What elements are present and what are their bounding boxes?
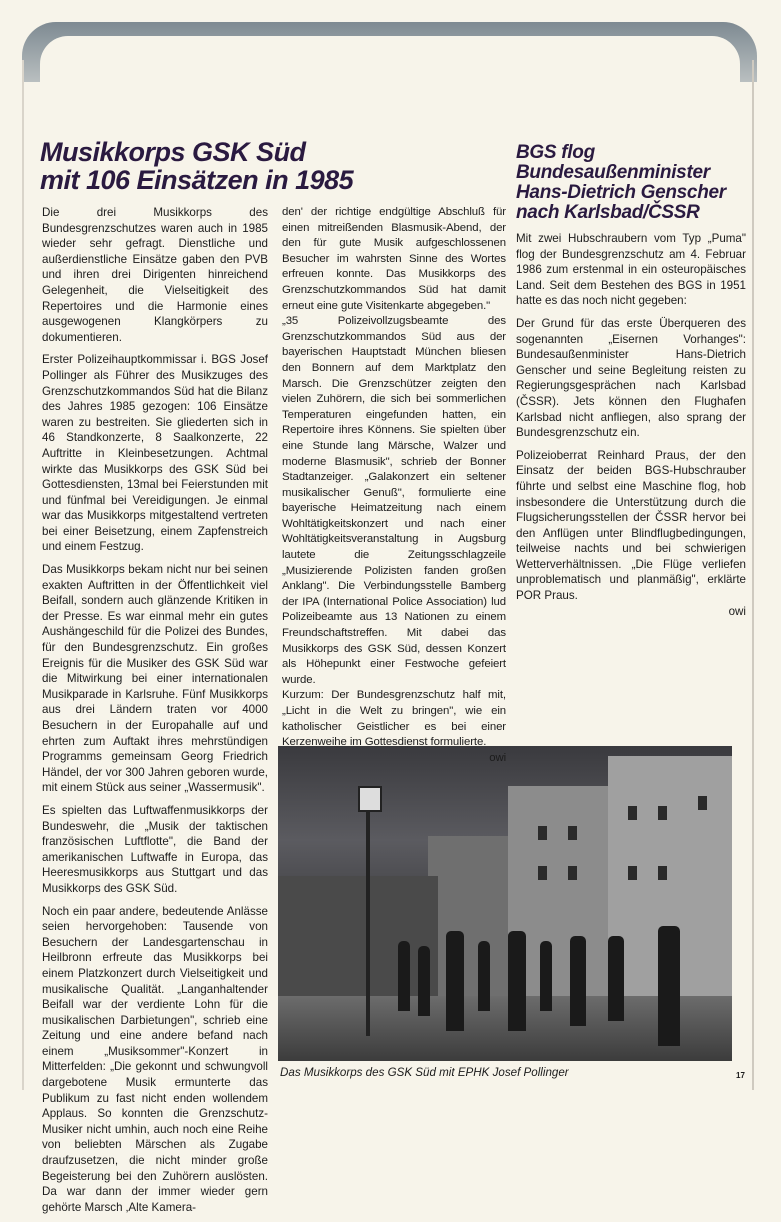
paragraph: Es spielten das Luftwaffenmusikkorps der Bundeswehr, die „Musik der taktischen französischen Luftflotte", die Band der amerikanischen Luftwaffe in Europa, das Heeresmusikkorps aus Stuttgart und das Musikkorps des GSK Süd. <box>42 803 268 895</box>
header-band-inner <box>40 36 740 86</box>
window <box>538 826 547 840</box>
paragraph: Erster Polizeihauptkommissar i. BGS Josef Pollinger als Führer des Musikzuges des Grenzschutzkommandos Süd hat die Bilanz des Jahres 1985 gezogen: 106 Einsätze waren zu bestreiten. Sie gliederten sich in 46 Standkonzerte, 8 Saalkonzerte, 22 Auftritte in Kleinbesetzungen. Achtmal wirkte das Musikkorps des GSK Süd bei Gottesdiensten, 13mal bei Feierstunden mit und fünfmal bei Vereidigungen. Je einmal war das Musikkorps mitgestaltend vertreten bei einer Beisetzung, einem Zapfenstreich und einem Festzug. <box>42 353 268 554</box>
author-signature: owi <box>489 751 506 764</box>
headline-line: Musikkorps GSK Süd <box>40 137 306 167</box>
paragraph: den' der richtige endgültige Abschluß für einen mitreißenden Blasmusik-Abend, der den für gute Musik aufgeschlossenen Besucher im wahrsten Sinne des Wortes erfreuen konnte. Das Musikkorps des Grenzschutzkommandos Süd hat damit erneut eine gute Visitenkarte abgegeben." <box>282 206 506 312</box>
street-lamp <box>366 796 370 1036</box>
lamp-head <box>358 786 382 812</box>
paragraph: Noch ein paar andere, bedeutende Anlässe seien hervorgehoben: Tausende von Besuchern der Landesgartenschau in Heilbronn erfreute das Musikkorps bei einem Platzkonzert durch Vielseitigkeit und musikalische Qualität. „Langanhaltender Beifall war der verdiente Lohn für die musikalischen Darbietungen", schrieb eine Zeitung und eine andere befand nach einem „Musiksommer"-Konzert in Mitterfelden: „Die gekonnt und schwungvoll dargebotene Musik ermunterte das Publikum zu fast nicht enden wollendem Applaus. So konnten die Grenzschutz-Musiker nicht umhin, auch noch eine Reihe von beliebten Märschen als Zugabe draufzusetzen, die nicht minder große Begeisterung bei den Zuhörern auslösten. Da war dann der immer wieder gern gehörte Marsch ‚Alte Kamera- <box>42 904 268 1214</box>
article2-body <box>516 231 746 619</box>
window <box>568 826 577 840</box>
paragraph: Die drei Musikkorps des Bundesgrenzschutzes waren auch in 1985 wieder sehr gefragt. Dienstliche und außerdienstliche Einsätze gaben den PVB und ihren drei Dirigenten hinreichend Gelegenheit, die Vielseitigkeit des Repertoires und die Harmonie eines ausgewogenen Klangkörpers zu dokumentieren. <box>42 206 268 344</box>
paragraph: Mit zwei Hubschraubern vom Typ „Puma" flog der Bundesgrenzschutz am 4. Februar 1986 zum erstenmal in ein osteuropäisches Land. Seit dem Bestehen des BGS in 1951 hatte es das noch nicht gegeben: <box>516 232 746 308</box>
headline-line: mit 106 Einsätzen in 1985 <box>40 165 354 195</box>
paragraph: Polizeioberrat Reinhard Praus, der den Einsatz der beiden BGS-Hubschrauber führte und selbst eine Maschine flog, hob insbesondere die Unterstützung durch die Flugsicherungsstellen der ČSSR hervor bei den Anflügen unter Blindflugbedingungen, teilweise nachts und bei schwierigen Wetterverhältnissen. „Die Flüge verliefen unproblematisch und planmäßig", erklärte POR Praus. <box>516 448 746 603</box>
headline-line: nach Karlsbad/ČSSR <box>516 202 700 223</box>
headline-line: BGS flog <box>516 142 595 163</box>
article2-headline <box>516 143 756 223</box>
musician <box>446 931 464 1031</box>
page-border-left <box>22 60 24 1090</box>
musician <box>418 946 430 1016</box>
headline-line: Hans-Dietrich Genscher <box>516 182 726 203</box>
paragraph: „35 Polizeivollzugsbeamte des Grenzschutzkommandos Süd aus der bayerischen Hauptstadt München bliesen den Bonnern auf dem Marktplatz den Marsch. Die Grenzschützer zeigten den vielen Zuhörern, die sich bei sommerlichen Temperaturen eingefunden hatten, ein Repertoire ihres Könnens. Sie spielten über eine Stunde lang Märsche, Walzer und moderne Blasmusik", schrieb der Bonner Stadtanzeiger. „Galakonzert ein seltener musikalischer Genuß", formulierte eine bayerische Heimatzeitung nach einem Wohltätigkeitskonzert und nach einer Wohltätigkeitsveranstaltung in Augsburg lautete die Zeitungsschlagzeile „Musizierende Polizisten fanden großen Anklang". Die Verbindungsstelle Bamberg der IPA (International Police Association) lud Polizeibeamte aus 13 Nationen zu einem Freundschaftstreffen. Mit dabei das Musikkorps des GSK Süd, dessen Konzert als Höhepunkt einer Festwoche gefeiert wurde. <box>282 315 506 686</box>
musician <box>398 941 410 1011</box>
building <box>428 836 518 1006</box>
window <box>628 806 637 820</box>
conductor <box>658 926 680 1046</box>
headline-line: Bundesaußenminister <box>516 162 710 183</box>
window <box>538 866 547 880</box>
window <box>568 866 577 880</box>
article1-headline <box>40 138 353 194</box>
musician <box>478 941 490 1011</box>
paragraph: Der Grund für das erste Überqueren des sogenannten „Eisernen Vorhanges": Bundesaußenminister Hans-Dietrich Genscher und seine Begleitung reisten zu Regierungsgesprächen nach Karlsbad (ČSSR). Jets können den Flughafen Karlsbad nicht anfliegen, also sprang der Bundesgrenzschutz ein. <box>516 316 746 440</box>
photo-caption: Das Musikkorps des GSK Süd mit EPHK Josef Pollinger <box>280 1066 569 1079</box>
window <box>698 796 707 810</box>
musician <box>508 931 526 1031</box>
article1-column-1 <box>42 205 268 1222</box>
window <box>628 866 637 880</box>
musician <box>540 941 552 1011</box>
musician <box>608 936 624 1021</box>
musician <box>570 936 586 1026</box>
building <box>278 876 438 1006</box>
article1-column-2 <box>282 205 506 766</box>
window <box>658 866 667 880</box>
paragraph: Das Musikkorps bekam nicht nur bei seinen exakten Auftritten in der Öffentlichkeit viel Beifall, sondern auch glänzende Kritiken in der Presse. Es war einmal mehr ein gutes Aushängeschild für die Polizei des Bundes, für den Bundesgrenzschutz. Ein großes Ereignis für die Musiker des GSK Süd war die Mitwirkung bei einer internationalen Musikparade in Karlsruhe. Fünf Musikkorps aus drei Ländern traten vor 4000 Besuchern in der Europahalle auf und ehrten zum Auftakt ihres mehrstündigen Programms gemeinsam Georg Friedrich Händel, der vor 300 Jahren geboren wurde, mit einem Stück aus seiner „Wassermusik". <box>42 563 268 795</box>
author-signature: owi <box>728 604 746 618</box>
paragraph: Kurzum: Der Bundesgrenzschutz half mit, „Licht in die Welt zu bringen", wie ein katholischer Geistlicher es bei einer Kerzenweihe im Gottesdienst formulierte. <box>282 689 506 749</box>
page-number: 17 <box>736 1071 745 1080</box>
band-photo <box>278 746 732 1061</box>
window <box>658 806 667 820</box>
